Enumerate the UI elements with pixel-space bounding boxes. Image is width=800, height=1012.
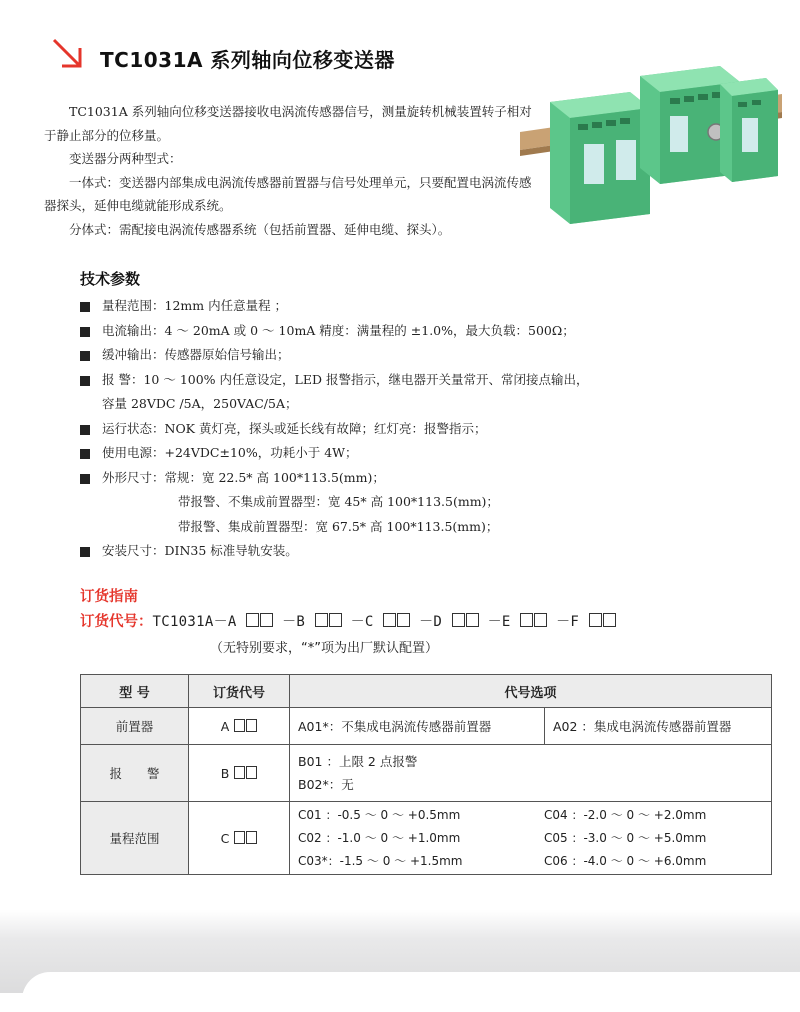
intro-paragraph: TC1031A 系列轴向位移变送器接收电涡流传感器信号，测量旋转机械装置转子相对于静止部分的位移量。: [44, 104, 532, 143]
spec-item: 电流输出：4 ～ 20mA 或 0 ～ 10mA 精度：满量程的 ±1.0%，最大负载：500Ω；: [80, 319, 780, 344]
code-box: [329, 613, 342, 627]
order-code-line: [80, 610, 616, 631]
spec-item: 安装尺寸：DIN35 标准导轨安装。: [80, 539, 780, 564]
spec-item: 使用电源：+24VDC±10%，功耗小于 4W；: [80, 441, 780, 466]
code-box: [534, 613, 547, 627]
type-cell: 量程范围: [81, 802, 189, 875]
range-option: C06 ：-4.0 ～ 0 ～ +6.0mm: [544, 853, 707, 868]
footer-card: [22, 972, 800, 1012]
spec-item: 量程范围：12mm 内任意量程 ；: [80, 294, 780, 319]
code-cell: C: [189, 802, 290, 875]
specs-heading: 技术参数: [80, 270, 141, 288]
range-option: C03*：-1.5 ～ 0 ～ +1.5mm: [298, 853, 463, 868]
order-code-segment: －A: [213, 614, 246, 630]
code-box: [234, 766, 245, 779]
option-cell: [290, 745, 772, 802]
options-table: [80, 674, 772, 875]
option-line: B01 ：上限 2 点报警: [298, 754, 418, 769]
intro-paragraph: 变送器分两种型式：: [69, 151, 182, 166]
square-bullet-icon: [80, 302, 90, 312]
square-bullet-icon: [80, 376, 90, 386]
table-row: [81, 708, 772, 745]
column-header: 订货代号: [189, 675, 290, 708]
code-box: [260, 613, 273, 627]
type-cell: 报 警: [81, 745, 189, 802]
code-box: [603, 613, 616, 627]
product-image: [520, 54, 782, 226]
range-option: C05 ：-3.0 ～ 0 ～ +5.0mm: [544, 830, 707, 845]
order-code-segments: [214, 614, 616, 630]
table-row: [81, 745, 772, 802]
column-header: 型 号: [81, 675, 189, 708]
code-box: [234, 831, 245, 844]
square-bullet-icon: [80, 425, 90, 435]
spec-item: 报 警：10 ～ 100% 内任意设定，LED 报警指示，继电器开关量常开、常闭接点输出，: [80, 368, 780, 393]
table-header-row: [81, 675, 772, 708]
option-cell: A02 ：集成电涡流传感器前置器: [545, 708, 772, 745]
code-box: [246, 613, 259, 627]
code-box: [383, 613, 396, 627]
spec-item: 外形尺寸：常规：宽 22.5* 高 100*113.5(mm)；: [80, 466, 780, 491]
code-box: [589, 613, 602, 627]
intro-paragraph: 一体式：变送器内部集成电涡流传感器前置器与信号处理单元，只要配置电涡流传感器探头，延伸电缆就能形成系统。: [44, 174, 532, 213]
code-box: [315, 613, 328, 627]
type-cell: 前置器: [81, 708, 189, 745]
code-box: [452, 613, 465, 627]
order-code-segment: －C: [341, 614, 383, 630]
square-bullet-icon: [80, 327, 90, 337]
order-code-segment: －E: [478, 614, 520, 630]
code-box: [234, 719, 245, 732]
order-code-prefix: TC1031A: [152, 614, 214, 630]
page-title: TC1031A 系列轴向位移变送器: [100, 48, 395, 72]
option-cell: A01*：不集成电涡流传感器前置器: [290, 708, 545, 745]
code-cell: A: [189, 708, 290, 745]
code-cell: B: [189, 745, 290, 802]
code-box: [246, 766, 257, 779]
square-bullet-icon: [80, 449, 90, 459]
code-box: [466, 613, 479, 627]
option-line: B02*：无: [298, 777, 354, 792]
order-code-label: 订货代号：: [80, 614, 153, 630]
spec-continuation: 带报警、集成前置器型：宽 67.5* 高 100*113.5(mm)；: [178, 518, 499, 534]
specs-list: [80, 294, 780, 564]
order-code-segment: －D: [410, 614, 451, 630]
order-note: （无特别要求，“*”项为出厂默认配置）: [210, 641, 438, 656]
order-guide-heading: 订货指南: [80, 589, 138, 605]
column-header: 代号选项: [290, 675, 772, 708]
code-box: [397, 613, 410, 627]
order-code-segment: －B: [273, 614, 314, 630]
range-option: C01 ：-0.5 ～ 0 ～ +0.5mm: [298, 807, 461, 822]
range-option: C04 ：-2.0 ～ 0 ～ +2.0mm: [544, 807, 707, 822]
square-bullet-icon: [80, 474, 90, 484]
square-bullet-icon: [80, 547, 90, 557]
spec-continuation: 带报警、不集成前置器型：宽 45* 高 100*113.5(mm)；: [178, 494, 499, 509]
table-row: [81, 802, 772, 875]
arrow-down-right-icon: [50, 36, 84, 70]
intro-paragraph: 分体式：需配接电涡流传感器系统（包括前置器、延伸电缆、探头）。: [69, 221, 451, 237]
spec-continuation: 容量 28VDC /5A，250VAC/5A；: [102, 396, 298, 411]
square-bullet-icon: [80, 351, 90, 361]
spec-item: 运行状态：NOK 黄灯亮，探头或延长线有故障；红灯亮：报警指示；: [80, 417, 780, 442]
range-option: C02 ：-1.0 ～ 0 ～ +1.0mm: [298, 830, 461, 845]
option-cell: [290, 802, 772, 875]
spec-item: 缓冲输出：传感器原始信号输出；: [80, 343, 780, 368]
code-box: [246, 719, 257, 732]
order-code-segment: －F: [547, 614, 588, 630]
code-box: [246, 831, 257, 844]
intro-text: [44, 100, 534, 241]
code-box: [520, 613, 533, 627]
